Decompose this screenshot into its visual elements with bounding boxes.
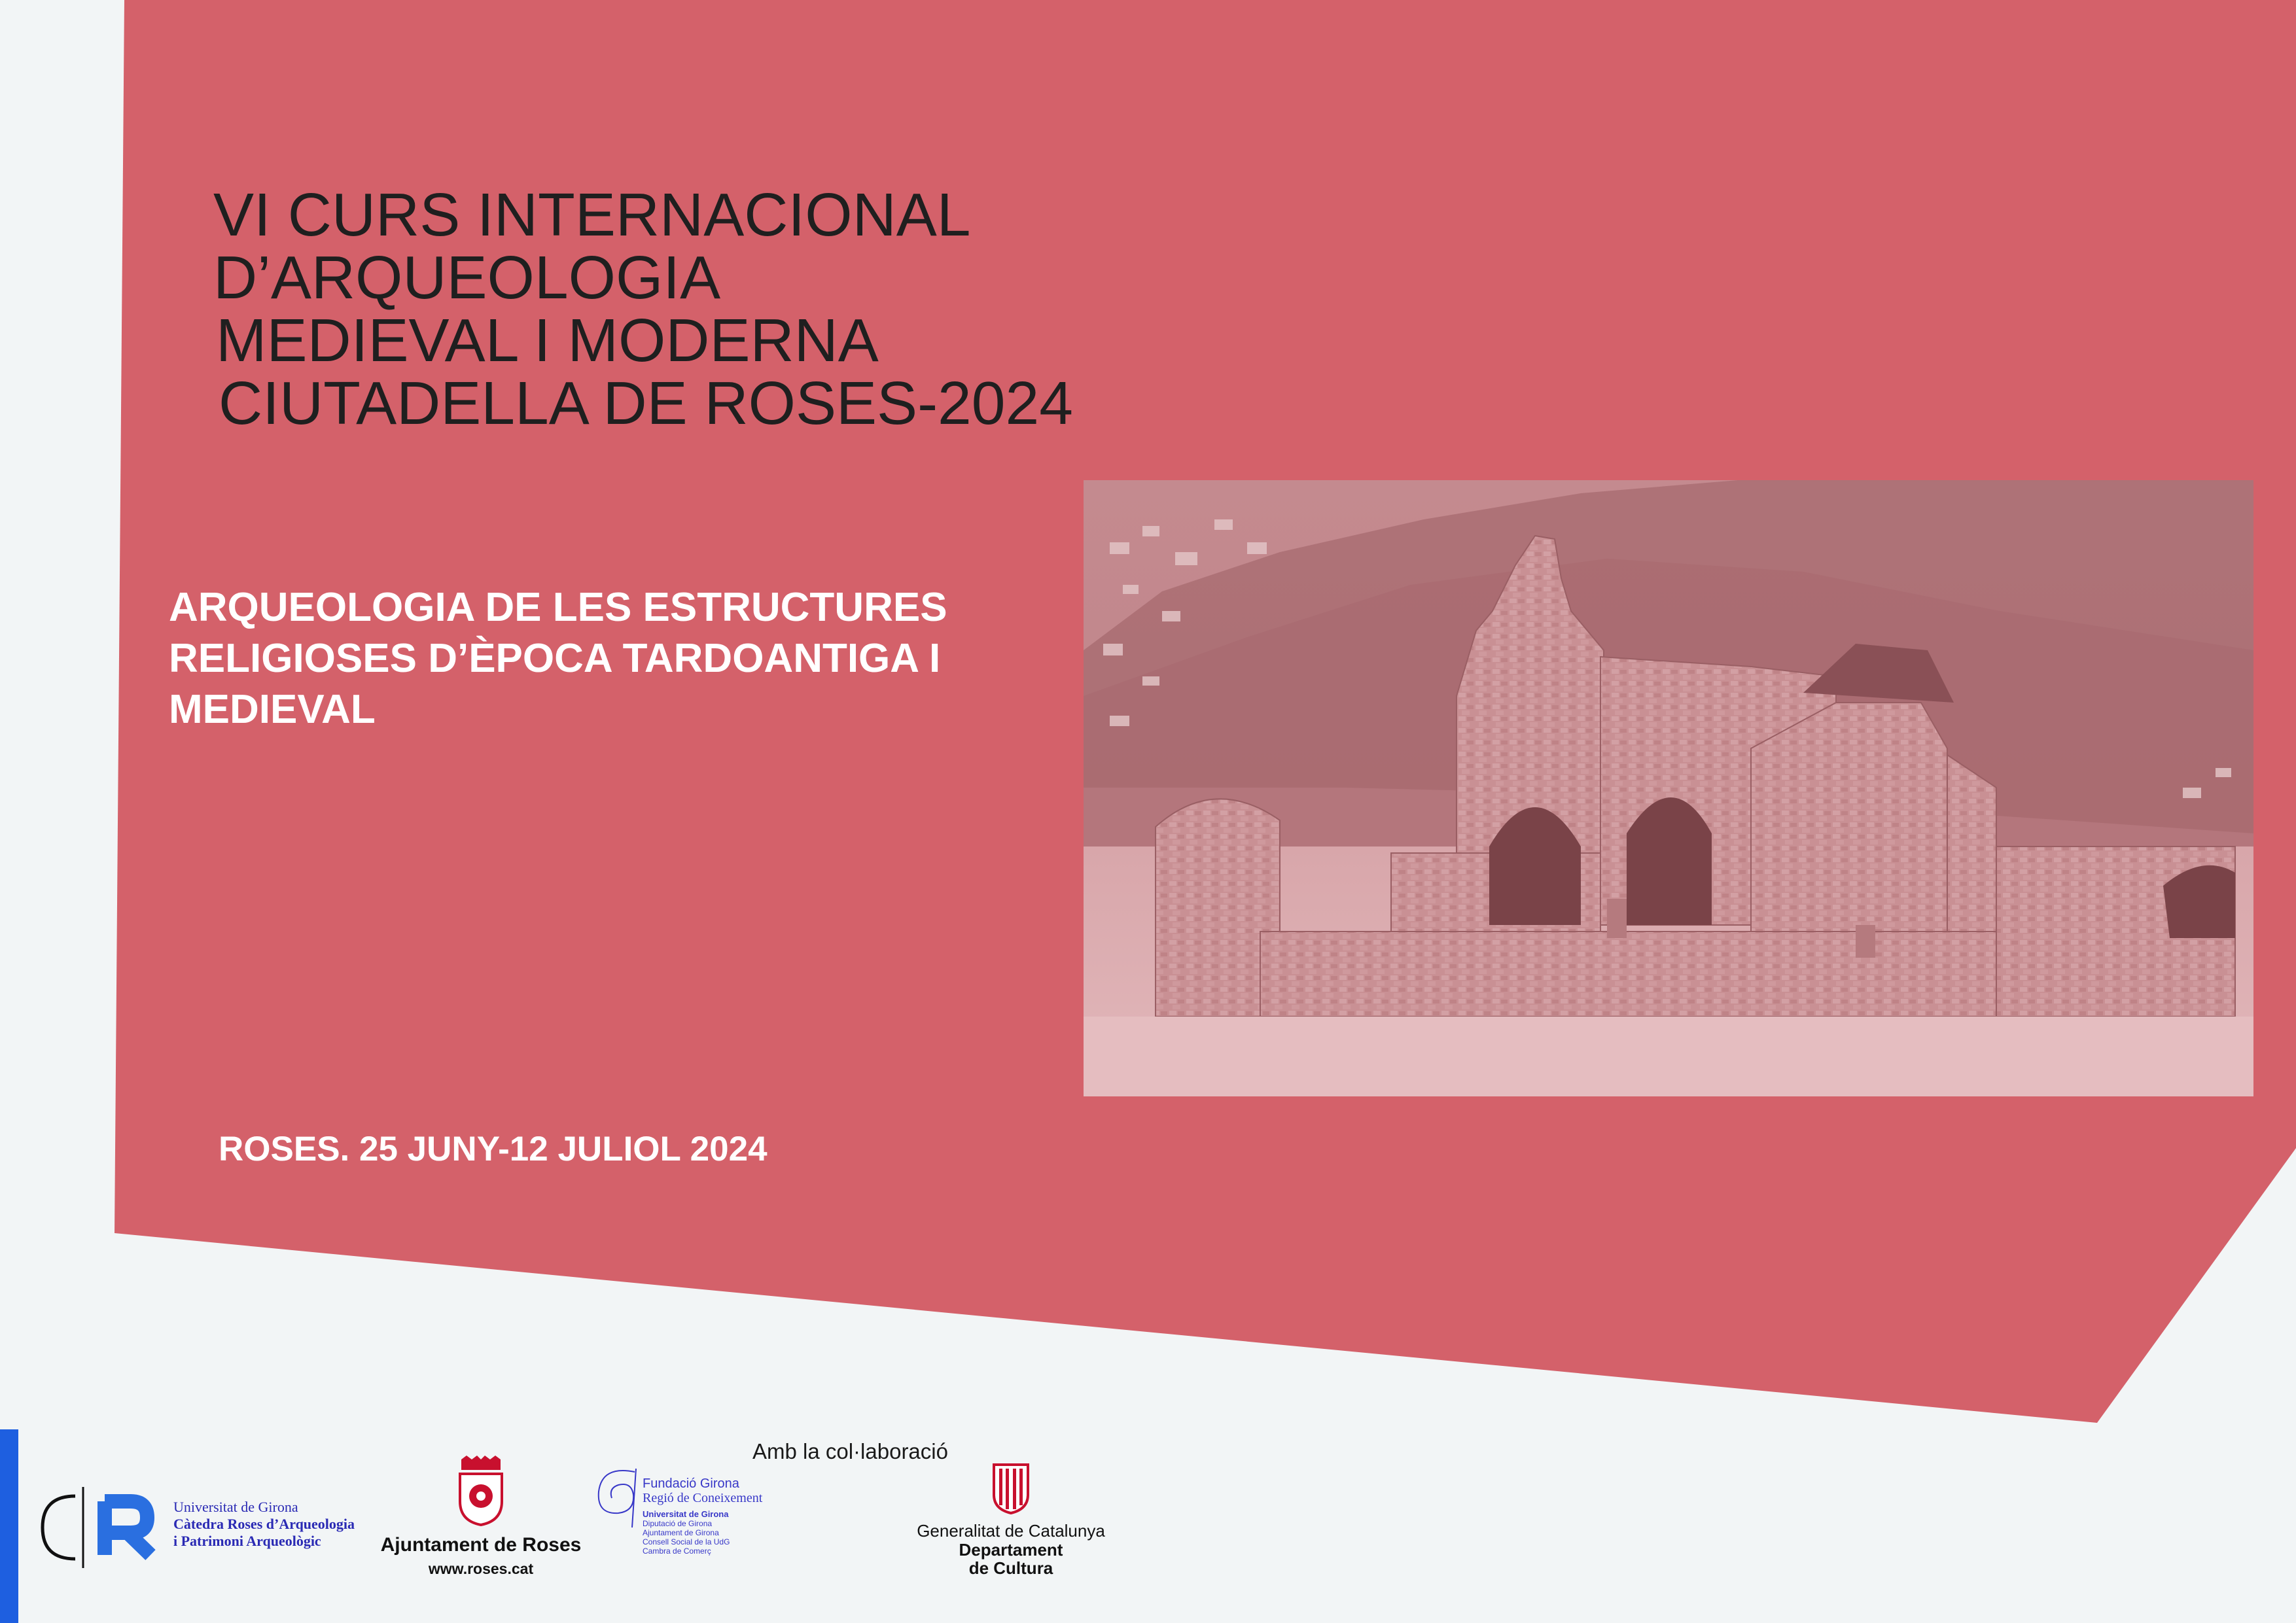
- roses-shield-icon: [455, 1456, 507, 1526]
- fundacio-girona-logo: [589, 1462, 805, 1567]
- fundacio-text: [643, 1476, 762, 1556]
- title-line-3: MEDIEVAL I MODERNA: [216, 306, 879, 374]
- accent-bar: [0, 1429, 18, 1623]
- title-line-2: D’ARQUEOLOGIA: [213, 243, 721, 311]
- fundacio-spiral-icon: [589, 1462, 648, 1534]
- udg-catedra-text: [173, 1499, 355, 1550]
- ajuntament-name: Ajuntament de Roses: [380, 1534, 582, 1556]
- course-dates: ROSES. 25 JUNY-12 JULIOL 2024: [219, 1130, 768, 1168]
- title-line-4: CIUTADELLA DE ROSES-2024: [219, 369, 1073, 437]
- fundacio-member-3: Ajuntament de Girona: [643, 1528, 719, 1537]
- cr-monogram-icon: [36, 1482, 173, 1573]
- collaboration-label: Amb la col·laboració: [752, 1439, 948, 1463]
- generalitat-logo: [903, 1462, 1119, 1577]
- generalitat-name: Generalitat de Catalunya: [917, 1521, 1105, 1541]
- title-line-1: VI CURS INTERNACIONAL: [213, 181, 971, 249]
- fundacio-member-4: Consell Social de la UdG: [643, 1537, 730, 1546]
- udg-line-2: Càtedra Roses d’Arqueologia: [173, 1516, 355, 1532]
- udg-catedra-logo: [36, 1482, 376, 1573]
- fundacio-line-1: Fundació Girona: [643, 1476, 739, 1491]
- fundacio-member-2: Diputació de Girona: [643, 1519, 713, 1528]
- department-line-1: Departament: [959, 1540, 1063, 1560]
- fundacio-line-2: Regió de Coneixement: [643, 1491, 763, 1505]
- citadel-ruins-photo: [1084, 480, 2253, 1096]
- course-subtitle: [169, 582, 1072, 735]
- subtitle-line-1: ARQUEOLOGIA DE LES ESTRUCTURES: [169, 585, 947, 630]
- department-line-2: de Cultura: [968, 1558, 1053, 1578]
- udg-line-1: Universitat de Girona: [173, 1499, 298, 1515]
- udg-line-3: i Patrimoni Arqueològic: [173, 1533, 321, 1549]
- generalitat-department: [903, 1541, 1119, 1577]
- generalitat-emblem-icon: [991, 1462, 1031, 1514]
- fundacio-member-1: Universitat de Girona: [643, 1509, 729, 1519]
- subtitle-line-2: RELIGIOSES D’ÈPOCA TARDOANTIGA I: [169, 636, 941, 681]
- subtitle-line-3: MEDIEVAL: [169, 687, 376, 732]
- fundacio-member-5: Cambra de Comerç: [643, 1546, 711, 1556]
- ajuntament-roses-logo: [380, 1456, 582, 1580]
- ajuntament-website: www.roses.cat: [428, 1560, 534, 1577]
